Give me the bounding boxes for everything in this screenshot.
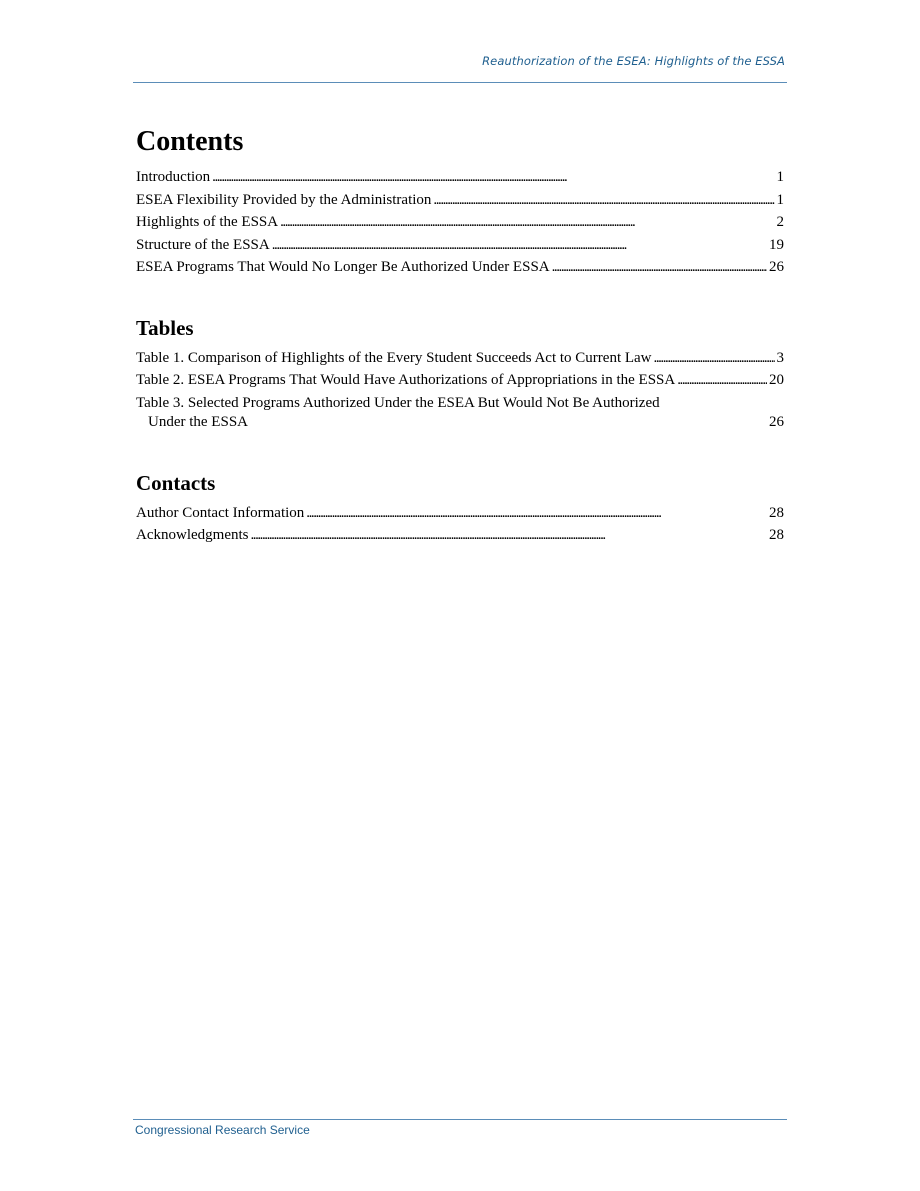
toc-entry-page: 1 — [776, 169, 784, 185]
toc-entry-label: ESEA Programs That Would No Longer Be Authorized Under ESSA — [136, 259, 550, 275]
contents-list — [136, 166, 784, 279]
toc-entry-author-contact[interactable] — [136, 502, 784, 525]
dot-leader — [272, 234, 767, 257]
toc-entry-table-3[interactable] — [136, 394, 784, 432]
toc-entry-acknowledgments[interactable] — [136, 524, 784, 547]
contents-heading: Contents — [136, 126, 244, 157]
toc-entry-label: Author Contact Information — [136, 504, 305, 521]
contacts-list — [136, 502, 784, 547]
tables-list — [136, 347, 784, 432]
toc-entry-label-line2: Under the ESSA — [148, 413, 248, 430]
toc-entry-label: ESEA Flexibility Provided by the Administration — [136, 191, 432, 208]
dot-leader — [654, 347, 775, 370]
toc-entry-introduction[interactable] — [136, 166, 784, 189]
running-header: Reauthorization of the ESEA: Highlights of the ESSA — [482, 54, 785, 68]
table-of-contents — [136, 124, 784, 547]
toc-entry-highlights[interactable] — [136, 211, 784, 234]
dot-leader — [250, 524, 767, 547]
toc-entry-table-1[interactable] — [136, 347, 784, 370]
toc-entry-page: 20 — [769, 372, 784, 388]
toc-entry-structure[interactable] — [136, 234, 784, 257]
toc-entry-label: Structure of the ESSA — [136, 236, 270, 253]
toc-entry-page: 26 — [769, 259, 784, 275]
toc-entry-page: 1 — [776, 191, 784, 208]
footer-publisher: Congressional Research Service — [135, 1123, 310, 1137]
tables-heading: Tables — [136, 315, 194, 340]
dot-leader — [677, 369, 767, 392]
toc-entry-page: 19 — [769, 236, 784, 253]
toc-entry-page: 2 — [776, 214, 784, 230]
toc-entry-label: Table 2. ESEA Programs That Would Have Authorizations of Appropriations in the ESSA — [136, 372, 676, 388]
header-rule — [133, 82, 787, 83]
toc-entry-programs-no-longer-authorized[interactable] — [136, 256, 784, 279]
toc-entry-table-2[interactable] — [136, 369, 784, 392]
toc-entry-label-line1: Table 3. Selected Programs Authorized Under the ESEA But Would Not Be Authorized — [136, 394, 660, 411]
toc-entry-page: 28 — [769, 504, 784, 521]
contacts-heading: Contacts — [136, 470, 216, 495]
toc-entry-page: 3 — [776, 349, 784, 366]
toc-entry-label: Acknowledgments — [136, 527, 249, 543]
footer-rule — [133, 1119, 787, 1120]
dot-leader — [280, 211, 774, 234]
toc-entry-label: Introduction — [136, 169, 211, 185]
dot-leader — [212, 166, 774, 189]
dot-leader — [306, 502, 767, 525]
toc-entry-label: Table 1. Comparison of Highlights of the Every Student Succeeds Act to Current Law — [136, 349, 652, 366]
toc-entry-esea-flexibility[interactable] — [136, 189, 784, 212]
dot-leader — [552, 256, 767, 279]
toc-entry-page: 26 — [769, 413, 784, 430]
toc-entry-page: 28 — [769, 527, 784, 543]
dot-leader — [433, 189, 774, 212]
toc-entry-label: Highlights of the ESSA — [136, 214, 279, 230]
